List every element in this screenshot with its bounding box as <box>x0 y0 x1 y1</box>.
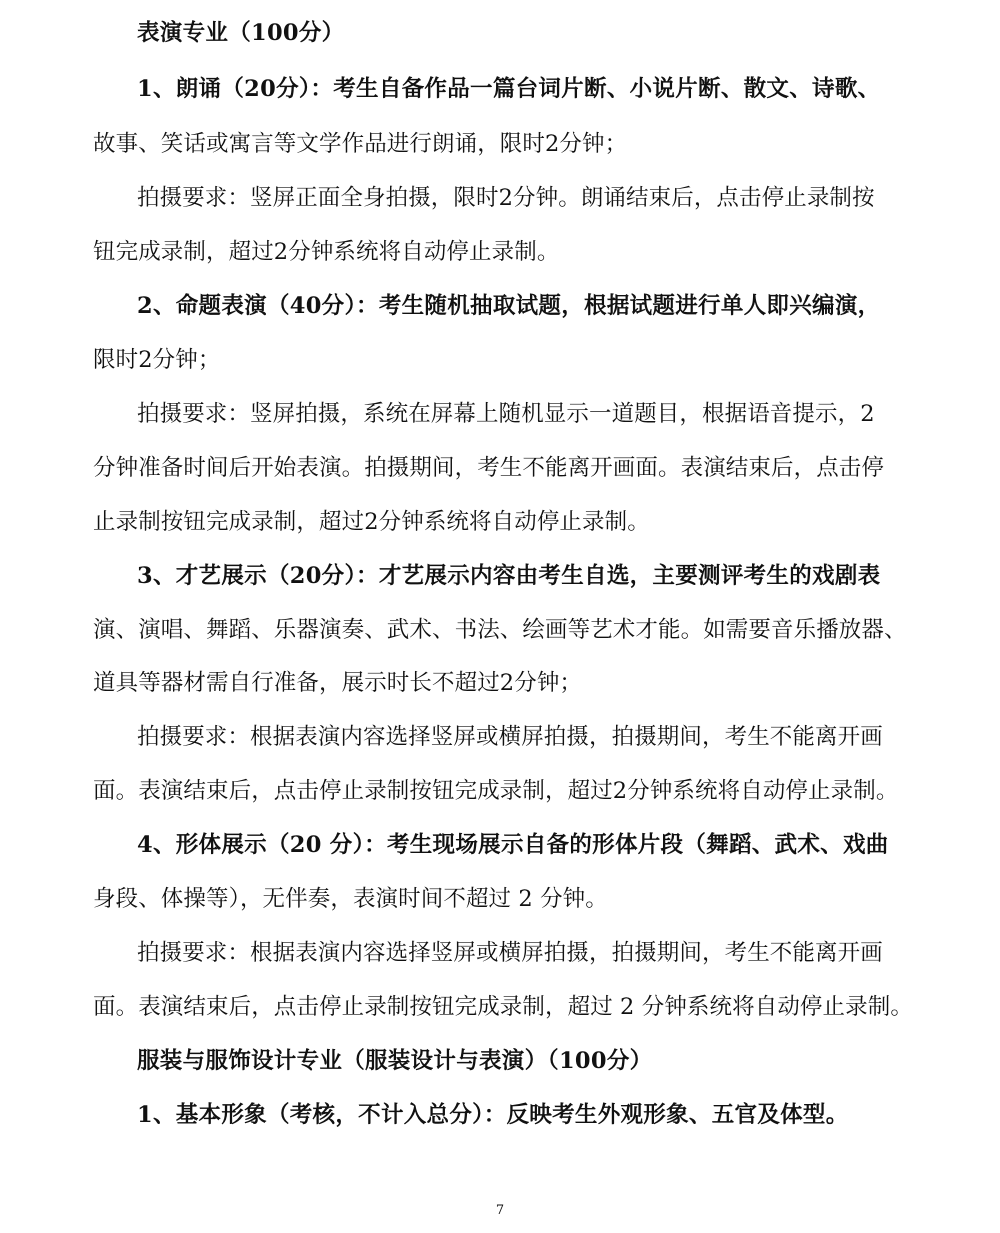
paragraph-line: 拍摄要求：竖屏拍摄，系统在屏幕上随机显示一道题目，根据语音提示，2 <box>137 401 875 427</box>
paragraph-line: 分钟准备时间后开始表演。拍摄期间，考生不能离开画面。表演结束后，点击停 <box>93 455 885 481</box>
item-recitation-heading: 1、朗诵（20分）：考生自备作品一篇台词片断、小说片断、散文、诗歌、 <box>137 76 881 102</box>
paragraph-line: 拍摄要求：根据表演内容选择竖屏或横屏拍摄，拍摄期间，考生不能离开画 <box>137 724 883 750</box>
section-heading-performance: 表演专业（100分） <box>137 20 345 46</box>
item-topic-performance-heading: 2、命题表演（40分）：考生随机抽取试题，根据试题进行单人即兴编演， <box>137 293 881 319</box>
page-number: 7 <box>495 1203 505 1218</box>
paragraph-line: 拍摄要求：竖屏正面全身拍摄，限时2分钟。朗诵结束后，点击停止录制按 <box>137 185 875 211</box>
paragraph-line: 钮完成录制，超过2分钟系统将自动停止录制。 <box>93 239 560 265</box>
item-talent-show-heading: 3、才艺展示（20分）：才艺展示内容由考生自选，主要测评考生的戏剧表 <box>137 563 881 589</box>
paragraph-line: 面。表演结束后，点击停止录制按钮完成录制，超过 2 分钟系统将自动停止录制。 <box>93 994 913 1020</box>
paragraph-line: 身段、体操等），无伴奏，表演时间不超过 2 分钟。 <box>93 886 608 912</box>
item-basic-image-heading: 1、基本形象（考核，不计入总分）：反映考生外观形象、五官及体型。 <box>137 1102 849 1128</box>
paragraph-line: 道具等器材需自行准备，展示时长不超过2分钟； <box>93 670 583 696</box>
item-body-show-heading: 4、形体展示（20 分）：考生现场展示自备的形体片段（舞蹈、武术、戏曲 <box>137 832 889 858</box>
paragraph-line: 限时2分钟； <box>93 347 221 373</box>
paragraph-line: 拍摄要求：根据表演内容选择竖屏或横屏拍摄，拍摄期间，考生不能离开画 <box>137 940 883 966</box>
paragraph-line: 演、演唱、舞蹈、乐器演奏、武术、书法、绘画等艺术才能。如需要音乐播放器、 <box>93 617 907 643</box>
paragraph-line: 面。表演结束后，点击停止录制按钮完成录制，超过2分钟系统将自动停止录制。 <box>93 778 899 804</box>
paragraph-line: 止录制按钮完成录制，超过2分钟系统将自动停止录制。 <box>93 509 650 535</box>
section-heading-fashion-design: 服装与服饰设计专业（服装设计与表演）（100分） <box>137 1048 653 1074</box>
paragraph-line: 故事、笑话或寓言等文学作品进行朗诵，限时2分钟； <box>93 131 628 157</box>
